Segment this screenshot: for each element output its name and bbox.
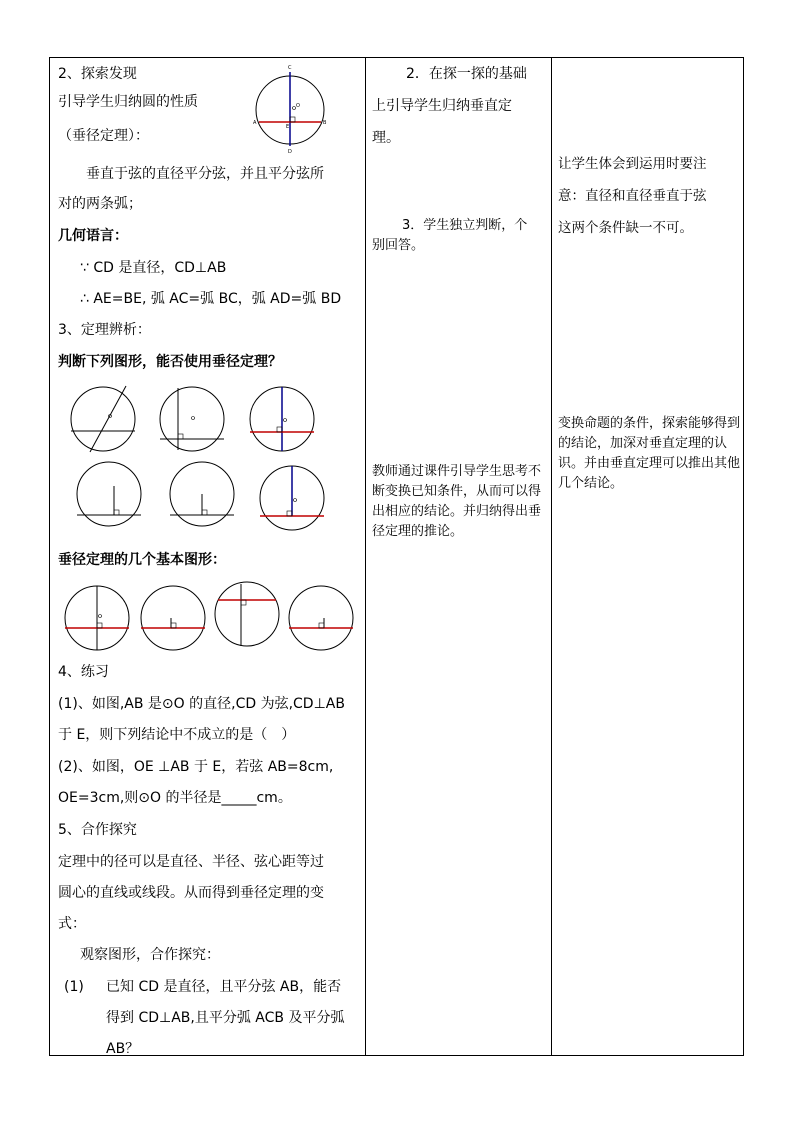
- section-5-line-2: 圆心的直线或线段。从而得到垂径定理的变: [58, 885, 324, 901]
- question-1-line-1: 已知 CD 是直径，且平分弦 AB，能否: [106, 979, 342, 995]
- section-3-title: 3、定理辨析：: [58, 322, 151, 338]
- geo-line-2: ∴ AE=BE, 弧 AC=弧 BC，弧 AD=弧 BD: [80, 291, 342, 307]
- judge-figure-4: [72, 458, 146, 530]
- judge-figure-2: [156, 382, 228, 454]
- intent-1-line-c: 这两个条件缺一不可。: [558, 220, 693, 236]
- activity-3-line-a: 3．学生独立判断，个: [402, 218, 528, 233]
- geo-line-1: ∵ CD 是直径，CD⊥AB: [80, 260, 227, 276]
- intent-1-line-b: 意：直径和直径垂直于弦: [558, 188, 707, 204]
- theorem-text-a: 垂直于弦的直径平分弦，并且平分弦所: [86, 166, 324, 182]
- intent-2-paragraph: 变换命题的条件，探索能够得到的结论，加深对垂直定理的认识。并由垂直定理可以推出其他几个结论。: [558, 416, 741, 491]
- activity-2-line-a: 2．在探一探的基础: [406, 66, 527, 82]
- activity-2-line-c: 理。: [372, 130, 400, 146]
- question-1-line-3: AB？: [106, 1041, 140, 1057]
- section-5-title: 5、合作探究: [58, 822, 137, 838]
- basic-figures-title: 垂径定理的几个基本图形：: [58, 552, 226, 568]
- exercise-1-line-a: (1)、如图,AB 是⊙O 的直径,CD 为弦,CD⊥AB: [58, 696, 345, 712]
- judge-figure-5: [166, 458, 238, 530]
- activity-2-line-b: 上引导学生归纳垂直定: [372, 98, 512, 114]
- label-c: C: [288, 65, 292, 71]
- exercise-1-line-b: 于 E，则下列结论中不成立的是（ ）: [58, 727, 296, 743]
- column-divider-2: [551, 58, 552, 1055]
- label-a: A: [253, 120, 257, 126]
- section-2-line1: 引导学生归纳圆的性质: [58, 94, 198, 110]
- question-1-line-2: 得到 CD⊥AB,且平分弧 ACB 及平分弧: [106, 1010, 345, 1026]
- label-b: B: [323, 120, 327, 126]
- section-4-title: 4、练习: [58, 664, 109, 680]
- judge-figure-3: [246, 382, 318, 454]
- judge-figure-6: [256, 458, 328, 534]
- label-o: O: [296, 103, 300, 109]
- section-5-line-4: 观察图形，合作探究：: [80, 947, 220, 963]
- section-5-line-1: 定理中的径可以是直径、半径、弦心距等过: [58, 854, 324, 870]
- activity-teacher-guide: 教师通过课件引导学生思考不断变换已知条件，从而可以得出相应的结论。并归纳得出垂径定理的推论。: [372, 464, 542, 539]
- theorem-text-b: 对的两条弧；: [58, 196, 142, 212]
- geo-language-title: 几何语言：: [58, 228, 128, 244]
- section-2-title: 2、探索发现: [58, 66, 137, 82]
- section-5-line-3: 式：: [58, 916, 86, 932]
- label-e: E: [286, 124, 290, 130]
- basic-figure-2: [138, 576, 208, 654]
- basic-figure-4: [286, 576, 356, 654]
- theorem-figure: [250, 64, 330, 154]
- section-3-question: 判断下列图形，能否使用垂径定理？: [58, 354, 282, 370]
- activity-3-line-b: 别回答。: [372, 238, 425, 253]
- judge-figure-1: [68, 382, 138, 454]
- label-d: D: [288, 149, 292, 155]
- question-1-number: (1): [64, 979, 84, 995]
- lesson-table: [49, 57, 744, 1056]
- basic-figure-1: [62, 576, 132, 654]
- column-divider-1: [365, 58, 366, 1055]
- section-2-line2: （垂径定理）：: [58, 128, 149, 144]
- exercise-2-line-a: (2)、如图，OE ⊥AB 于 E，若弦 AB=8cm,: [58, 759, 334, 775]
- basic-figure-3: [212, 572, 282, 650]
- exercise-2-line-b: OE=3cm,则⊙O 的半径是_____cm。: [58, 790, 292, 806]
- intent-1-line-a: 让学生体会到运用时要注: [558, 156, 707, 172]
